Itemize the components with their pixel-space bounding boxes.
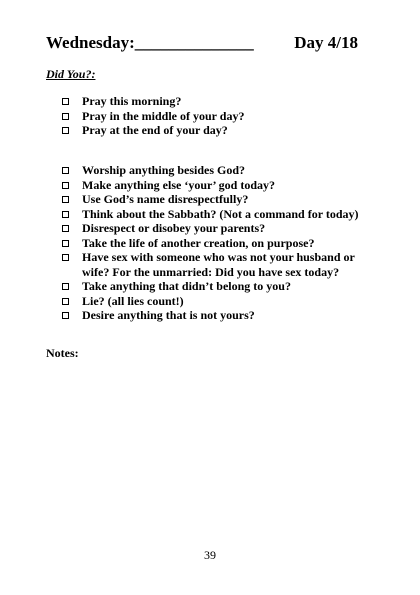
- checkbox-icon: [62, 283, 69, 290]
- checklist-item-text: Pray in the middle of your day?: [82, 108, 245, 123]
- checklist-item-text: Have sex with someone who was not your husband or wife? For the unmarried: Did you have sex today?: [82, 250, 355, 279]
- checklist-item-text: Make anything else ‘your’ god today?: [82, 177, 275, 192]
- checkbox-icon: [62, 254, 69, 261]
- page-number: 39: [204, 548, 216, 562]
- checklist-item: [62, 163, 382, 178]
- checklist-item: [62, 123, 382, 138]
- checklist-item: [62, 279, 382, 294]
- checklist-item-text: Use God’s name disrespectfully?: [82, 192, 249, 206]
- checklist-item-text: Pray this morning?: [82, 94, 182, 108]
- checkbox-icon: [62, 312, 69, 319]
- checklist-item: [62, 236, 382, 251]
- checklist-item-text: Pray at the end of your day?: [82, 123, 228, 137]
- checklist-item-text: Disrespect or disobey your parents?: [82, 221, 266, 235]
- checklist-item-text: Take the life of another creation, on purpose?: [82, 235, 315, 250]
- checkbox-icon: [62, 98, 69, 105]
- checkbox-icon: [62, 298, 69, 305]
- notes-label: Notes:: [46, 346, 79, 360]
- checklist-item-text: Desire anything that is not yours?: [82, 308, 255, 322]
- weekday-line: Wednesday:______________: [46, 33, 254, 52]
- checklist-item-text: Take anything that didn’t belong to you?: [82, 279, 291, 293]
- day-counter: Day 4/18: [294, 33, 358, 52]
- checklist-item-text: Think about the Sabbath? (Not a command for today): [82, 206, 359, 221]
- checklist-item: [62, 308, 382, 323]
- checklist-item: [62, 178, 382, 193]
- checkbox-icon: [62, 167, 69, 174]
- checklist-item: [62, 109, 382, 124]
- checkbox-icon: [62, 196, 69, 203]
- checkbox-icon: [62, 240, 69, 247]
- checklist-item-text: Worship anything besides God?: [82, 163, 246, 177]
- prayer-checklist: [62, 94, 382, 138]
- checklist-item: [62, 207, 382, 222]
- checklist-item: [62, 192, 382, 207]
- checklist-item: [62, 221, 382, 236]
- checkbox-icon: [62, 225, 69, 232]
- checklist-item-text: Lie? (all lies count!): [82, 293, 184, 308]
- commandment-checklist: [62, 163, 382, 323]
- checkbox-icon: [62, 182, 69, 189]
- checklist-item: [62, 250, 382, 279]
- checklist-item: [62, 94, 382, 109]
- checkbox-icon: [62, 127, 69, 134]
- checkbox-icon: [62, 113, 69, 120]
- checkbox-icon: [62, 211, 69, 218]
- checklist-item: [62, 294, 382, 309]
- section-heading: Did You?:: [46, 67, 96, 81]
